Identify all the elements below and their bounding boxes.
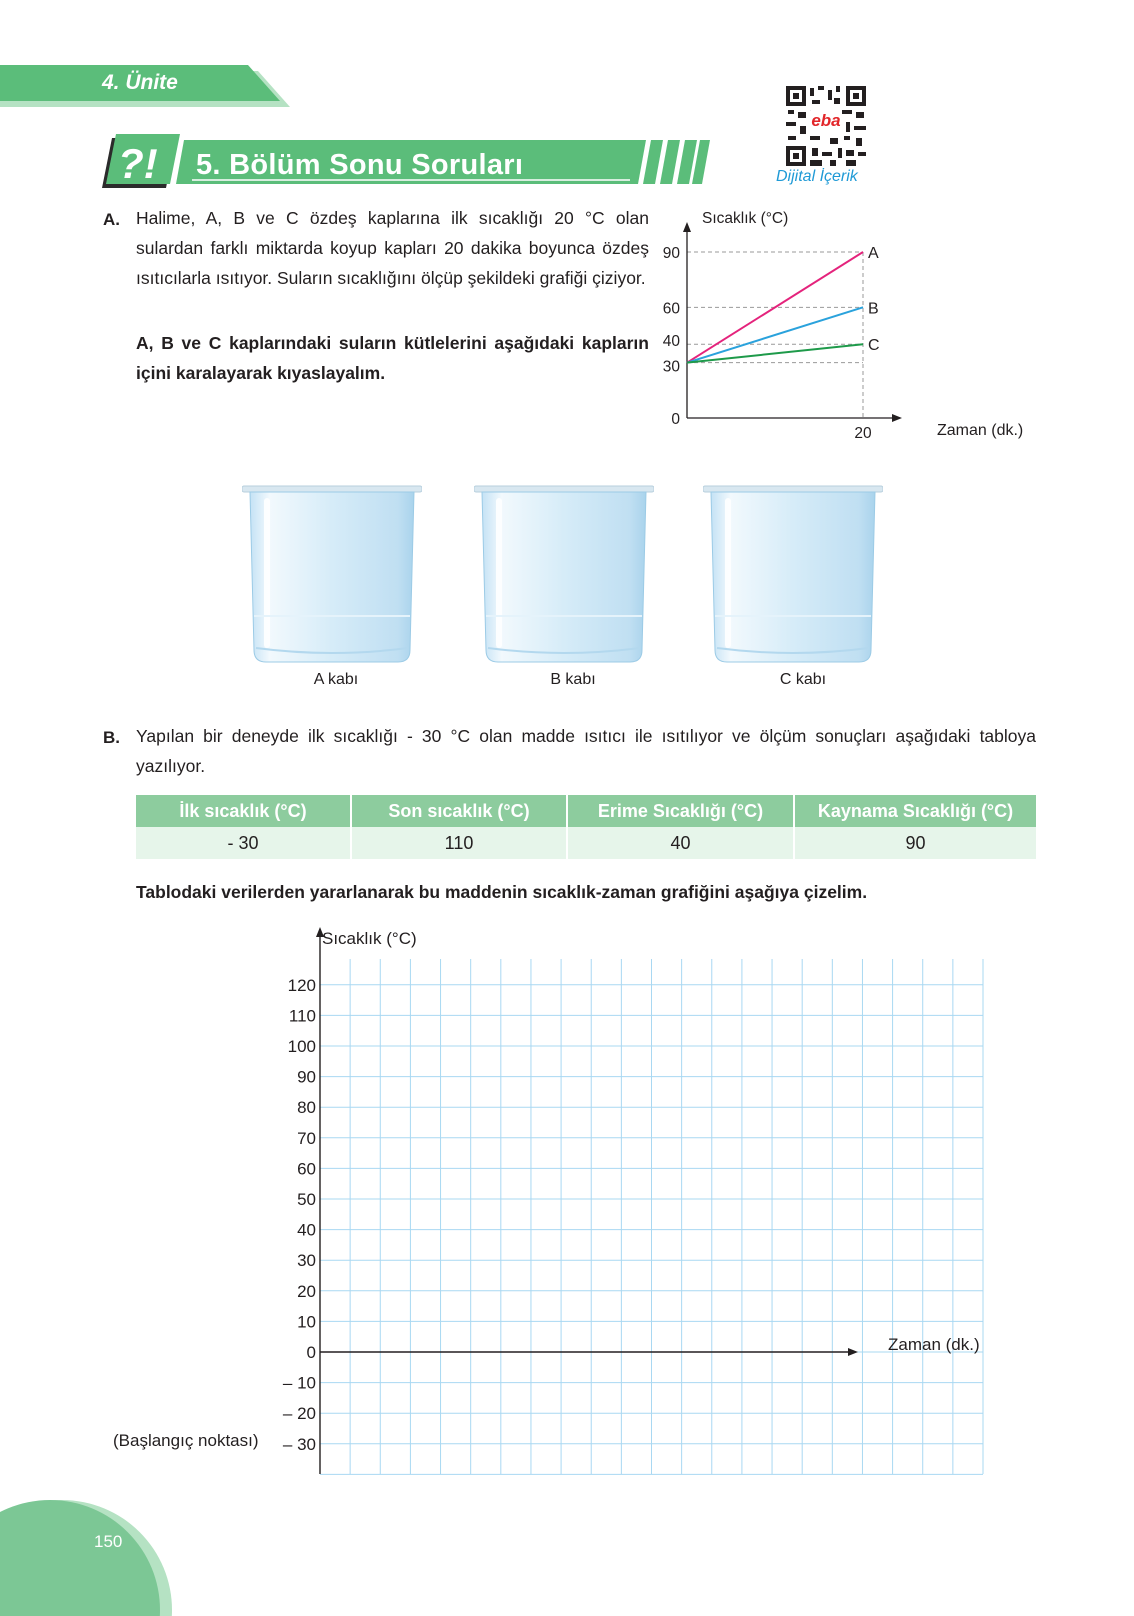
question-a-text: Halime, A, B ve C özdeş kaplarına ilk sıcaklığı 20 °C olan sulardan farklı miktarda koyup kapları 20 dakika boyunca özdeş ısıtıcılarla ısıtıyor. Suların sıcaklığını ölçüp şekildeki grafiği çiziyor. [136,208,649,288]
chart-a-y-tick: 0 [671,411,680,428]
chart-b-y-tick: 80 [297,1098,316,1118]
chart-b-start-label: (Başlangıç noktası) [113,1431,259,1450]
chart-a-series-label: C [868,337,880,355]
question-b-letter: B. [103,728,120,747]
chart-a-y-tick: 40 [662,333,680,351]
table-cell: 110 [351,827,567,859]
chart-b-y-tick: 110 [288,1006,316,1026]
beaker-b[interactable] [474,484,654,666]
table-header: Son sıcaklık (°C) [351,795,567,827]
chart-b-y-tick: 50 [297,1190,316,1209]
chart-a-y-tick: 60 [662,300,680,318]
beaker-a-label: A kabı [313,671,359,688]
question-a-instruction: A, B ve C kaplarındaki suların kütlelerini aşağıdaki kapların içini karalayarak kıyaslayalım. [136,333,649,383]
table-header: Erime Sıcaklığı (°C) [567,795,794,827]
chart-b-y-tick: 60 [297,1159,316,1179]
page-corner-circle [0,1500,180,1616]
chart-b-y-tick: 30 [297,1251,316,1271]
beaker-c[interactable] [703,484,883,666]
table-row [136,827,1036,859]
chart-a-y-arrow [683,222,691,232]
question-b-text: Yapılan bir deneyde ilk sıcaklığı - 30 °C olan madde ısıtıcı ile ısıtılıyor ve ölçüm sonuçları aşağıdaki tabloya yazılıyor. [136,726,1036,776]
chart-b-y-tick: 90 [297,1067,316,1087]
beaker-c-label: C kabı [779,671,827,688]
qr-caption[interactable]: Dijital İçerik [776,168,858,185]
question-b-instruction: Tablodaki verilerden yararlanarak bu maddenin sıcaklık-zaman grafiğini aşağıya çizelim. [136,882,868,902]
chart-b-y-tick: 100 [287,1037,316,1056]
chart-a-x-arrow [892,414,902,422]
beaker-a[interactable] [242,484,422,666]
chart-b-y-tick: 10 [297,1312,316,1332]
qr-logo: eba [811,111,841,130]
chart-b-y-tick: 70 [297,1128,316,1148]
chart-b-x-arrow [848,1348,858,1356]
chart-b-y-tick: 40 [297,1220,316,1240]
question-exclamation-icon: ?! [118,140,158,187]
chart-b-y-tick: – 10 [282,1373,316,1393]
chart-a-series-label: B [868,300,879,318]
chart-b-y-tick: 20 [297,1281,316,1301]
chart-a-series-label: A [868,245,879,262]
beaker-b-label: B kabı [550,671,596,688]
chart-a-xlabel: Zaman (dk.) [937,422,1024,439]
chart-b-y-tick: – 30 [282,1434,316,1454]
unit-label: 4. Ünite [102,71,178,94]
chart-b-y-tick: – 20 [282,1404,316,1424]
data-table [136,795,1036,859]
chart-a-ylabel: Sıcaklık (°C) [702,210,789,227]
chart-b-xlabel: Zaman (dk.) [888,1335,980,1354]
table-cell: 90 [794,827,1036,859]
question-a-letter: A. [103,210,120,229]
table-header: İlk sıcaklık (°C) [136,795,351,827]
chart-b-ylabel: Sıcaklık (°C) [322,929,417,948]
chart-a-y-tick: 90 [662,245,680,262]
chart-a-x-tick: 20 [854,425,872,442]
table-header: Kaynama Sıcaklığı (°C) [794,795,1036,827]
chart-b-y-tick: 0 [306,1343,316,1362]
chart-a-y-tick: 30 [662,358,680,376]
table-cell: - 30 [136,827,351,859]
table-cell: 40 [567,827,794,859]
chart-b-y-tick: 120 [287,975,316,995]
chart-a [660,200,1060,460]
section-title: 5. Bölüm Sonu Soruları [196,149,524,181]
qr-code-icon[interactable] [786,86,866,166]
page-number: 150 [94,1532,123,1551]
chart-b-grid[interactable] [100,915,1020,1480]
